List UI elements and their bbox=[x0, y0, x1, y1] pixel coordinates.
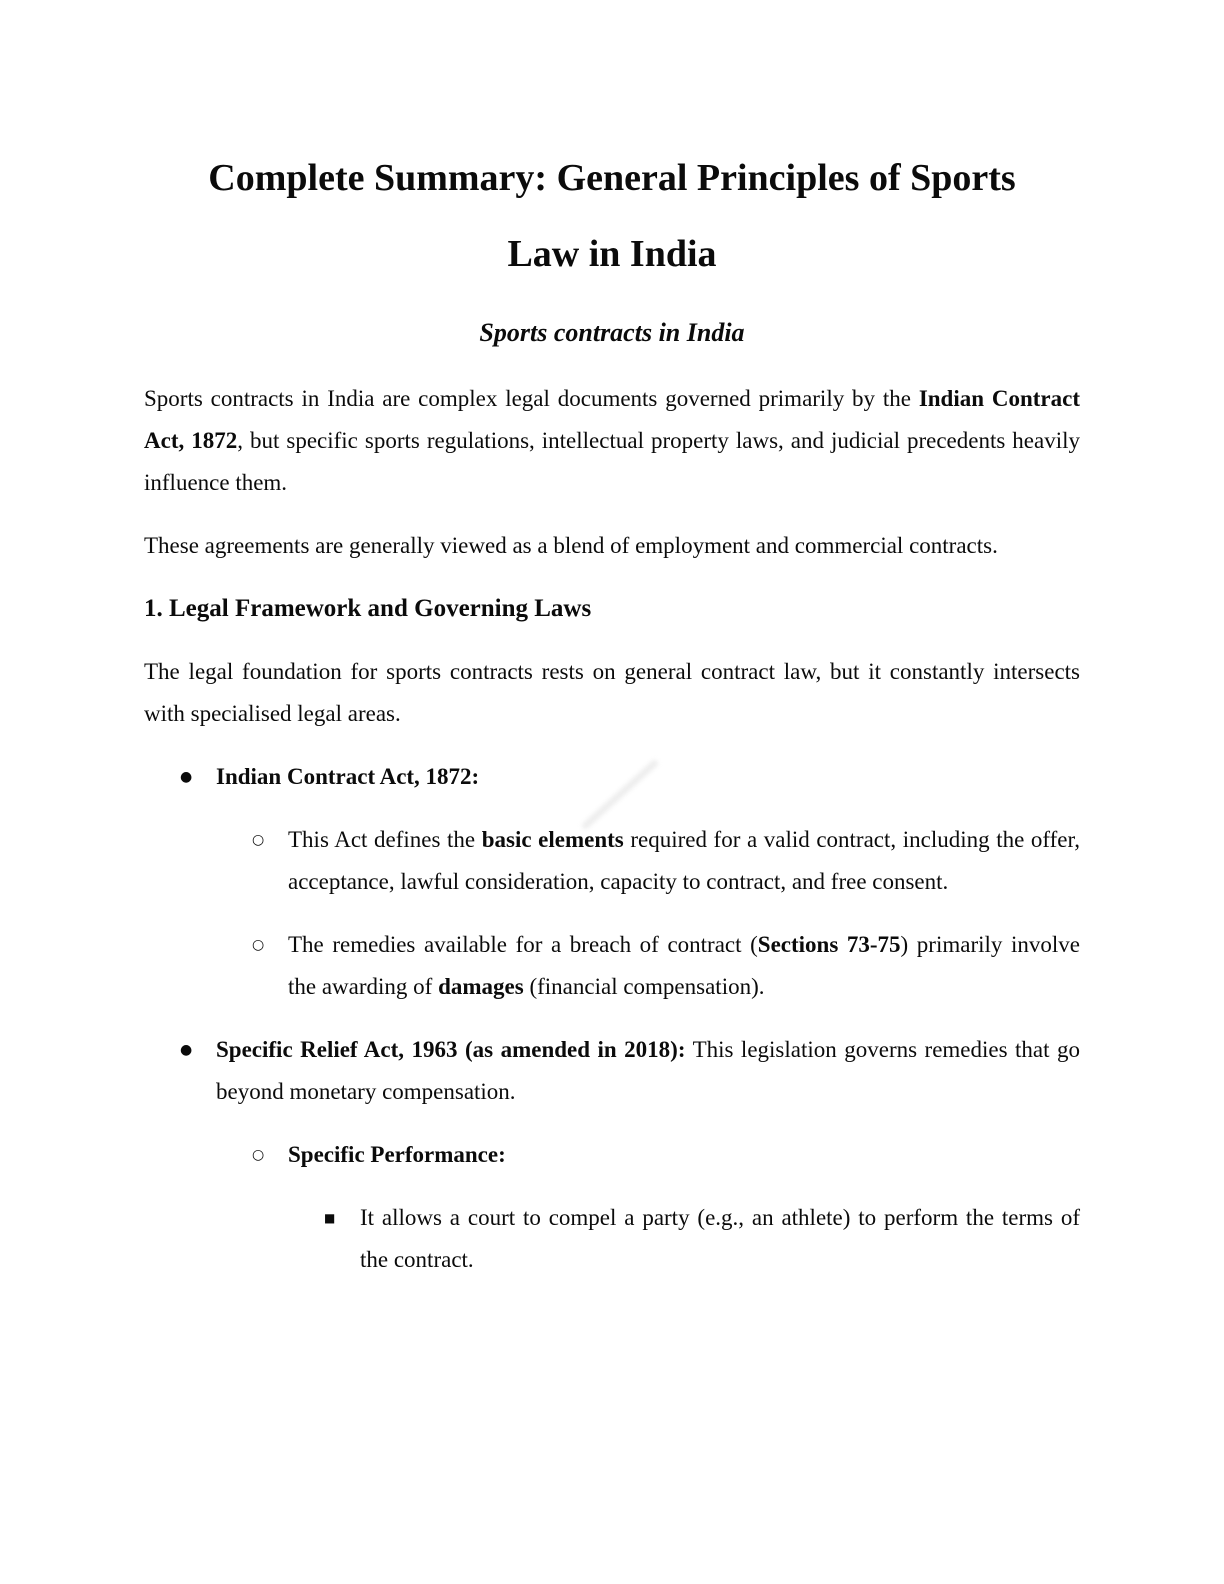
bullet-text bbox=[288, 924, 1080, 1008]
bullet-specific-performance bbox=[144, 1134, 1080, 1176]
sra-rest: This legislation governs remedies that go beyond monetary compensation. bbox=[216, 1037, 1080, 1104]
ica-label: Indian Contract Act, 1872: bbox=[216, 764, 480, 789]
paragraph-foundation: The legal foundation for sports contracts rests on general contract law, but it constantly intersects with specialised legal areas. bbox=[144, 659, 1080, 726]
bullet-specific-performance-item bbox=[144, 1197, 1080, 1281]
bullet-text bbox=[288, 819, 1080, 903]
specific-performance-label: Specific Performance: bbox=[288, 1142, 506, 1167]
intro-run-bold: Indian Contract Act, 1872 bbox=[144, 386, 1080, 453]
ica-sub2-run-bold-sections: Sections 73-75 bbox=[757, 932, 901, 957]
section-heading-1: 1. Legal Framework and Governing Laws bbox=[144, 595, 592, 622]
bullet-circle-icon: ○ bbox=[252, 1147, 265, 1163]
ica-sub2-run-1: The remedies available for a breach of contract ( bbox=[288, 932, 758, 957]
sra-lead: Specific Relief Act, 1963 (as amended in 2018): bbox=[216, 1037, 686, 1062]
ica-sub1-run-bold: basic elements bbox=[481, 827, 624, 852]
bullet-text bbox=[216, 1029, 1080, 1113]
title-line-2: Law in India bbox=[507, 233, 717, 275]
bullet-circle-icon: ○ bbox=[252, 832, 265, 848]
bullet-circle-icon: ○ bbox=[252, 937, 265, 953]
paragraph-blend: These agreements are generally viewed as a blend of employment and commercial contracts. bbox=[144, 533, 998, 558]
bullet-disc-icon: ● bbox=[180, 1042, 193, 1058]
intro-run-3: , but specific sports regulations, intellectual property laws, and judicial precedents heavily influence them. bbox=[144, 428, 1080, 495]
bullet-square-icon: ■ bbox=[324, 1211, 336, 1225]
bullet-text bbox=[216, 756, 1080, 798]
bullet-specific-relief-act bbox=[144, 1029, 1080, 1113]
bullet-ica-remedies bbox=[144, 924, 1080, 1008]
title-line-1: Complete Summary: General Principles of Sports bbox=[208, 157, 1016, 199]
intro-run-1: Sports contracts in India are complex legal documents governed primarily by the bbox=[144, 386, 919, 411]
bullet-ica-basic-elements bbox=[144, 819, 1080, 903]
bullet-text bbox=[288, 1134, 1080, 1176]
ica-sub1-run-1: This Act defines the bbox=[288, 827, 482, 852]
paragraph-intro bbox=[144, 378, 1080, 504]
ica-sub1-run-3: required for a valid contract, including the offer, acceptance, lawful consideration, capacity to contract, and free consent. bbox=[288, 827, 1080, 894]
ica-sub2-run-bold-damages: damages bbox=[438, 974, 524, 999]
bullet-disc-icon: ● bbox=[180, 769, 193, 785]
document-subtitle: Sports contracts in India bbox=[479, 318, 745, 347]
ica-sub2-run-5: (financial compensation). bbox=[523, 974, 765, 999]
bullet-indian-contract-act bbox=[144, 756, 1080, 798]
bullet-text: It allows a court to compel a party (e.g., an athlete) to perform the terms of the contract. bbox=[360, 1205, 1080, 1272]
ica-sub2-run-3: ) primarily involve the awarding of bbox=[288, 932, 1080, 999]
document-title bbox=[144, 140, 1080, 292]
